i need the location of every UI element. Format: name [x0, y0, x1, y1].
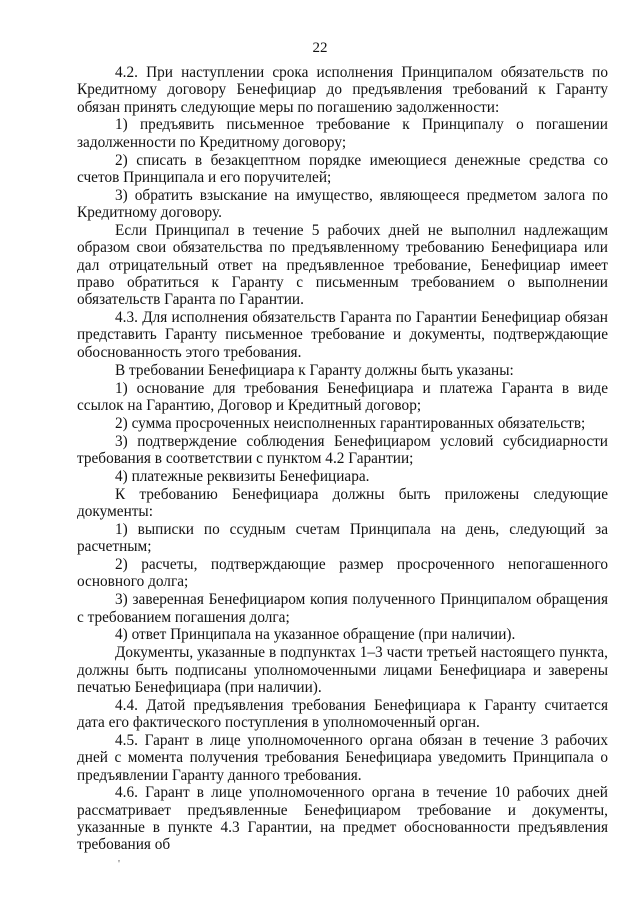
list-item: 1) предъявить письменное требование к Принципалу о погашении задолженности по Кредитному договору; — [77, 116, 608, 151]
list-item: 3) подтверждение соблюдения Бенефициаром условий субсидиарности требования в соответствии с пунктом 4.2 Гарантии; — [77, 432, 608, 467]
page-number: 22 — [312, 40, 328, 56]
list-item: 1) основание для требования Бенефициара и платежа Гаранта в виде ссылок на Гарантию, Договор и Кредитный договор; — [77, 379, 608, 414]
document-body — [77, 64, 608, 854]
list-item: 3) заверенная Бенефициаром копия полученного Принципалом обращения с требованием погашения долга; — [77, 591, 608, 626]
paragraph: Если Принципал в течение 5 рабочих дней не выполнил надлежащим образом свои обязательства по предъявленному требованию Бенефициара или дал отрицательный ответ на предъявленное требование, Бенефициар имеет право обратиться к Гаранту с письменным требованием о выполнении обязательств Гаранта по Гарантии. — [77, 222, 608, 309]
paragraph-4-5: 4.5. Гарант в лице уполномоченного органа обязан в течение 3 рабочих дней с момента получения требования Бенефициара уведомить Принципала о предъявлении Гаранту данного требования. — [77, 731, 608, 784]
scan-mark: ' — [118, 858, 120, 870]
list-item: 4) ответ Принципала на указанное обращение (при наличии). — [115, 626, 516, 644]
list-item: 2) сумма просроченных неисполненных гарантированных обязательств; — [115, 414, 586, 432]
paragraph: К требованию Бенефициара должны быть приложены следующие документы: — [77, 485, 608, 520]
paragraph-4-2: 4.2. При наступлении срока исполнения Принципалом обязательств по Кредитному договору Бенефициар до предъявления требований к Гаранту обязан принять следующие меры по погашению задолженности: — [77, 64, 608, 116]
paragraph: В требовании Бенефициара к Гаранту должны быть указаны: — [115, 361, 514, 379]
paragraph-4-6: 4.6. Гарант в лице уполномоченного органа в течение 10 рабочих дней рассматривает предъявленные Бенефициаром требование и документы, указанные в пункте 4.3 Гарантии, на предмет обоснованности предъявления требования об — [77, 784, 608, 854]
list-item: 2) списать в безакцептном порядке имеющиеся денежные средства со счетов Принципала и его поручителей; — [77, 151, 608, 186]
list-item: 2) расчеты, подтверждающие размер просроченного непогашенного основного долга; — [77, 556, 608, 591]
list-item: 1) выписки по ссудным счетам Принципала на день, следующий за расчетным; — [77, 520, 608, 556]
list-item: 3) обратить взыскание на имущество, являющееся предметом залога по Кредитному договору. — [77, 186, 608, 222]
list-item: 4) платежные реквизиты Бенефициара. — [115, 467, 370, 485]
paragraph: Документы, указанные в подпунктах 1–3 части третьей настоящего пункта, должны быть подписаны уполномоченными лицами Бенефициара и заверены печатью Бенефициара (при наличии). — [77, 644, 608, 696]
paragraph-4-3: 4.3. Для исполнения обязательств Гаранта по Гарантии Бенефициар обязан представить Гаранту письменное требование и документы, подтверждающие обоснованность этого требования. — [77, 309, 608, 361]
paragraph-4-4: 4.4. Датой предъявления требования Бенефициара к Гаранту считается дата его фактического поступления в уполномоченный орган. — [77, 696, 608, 732]
